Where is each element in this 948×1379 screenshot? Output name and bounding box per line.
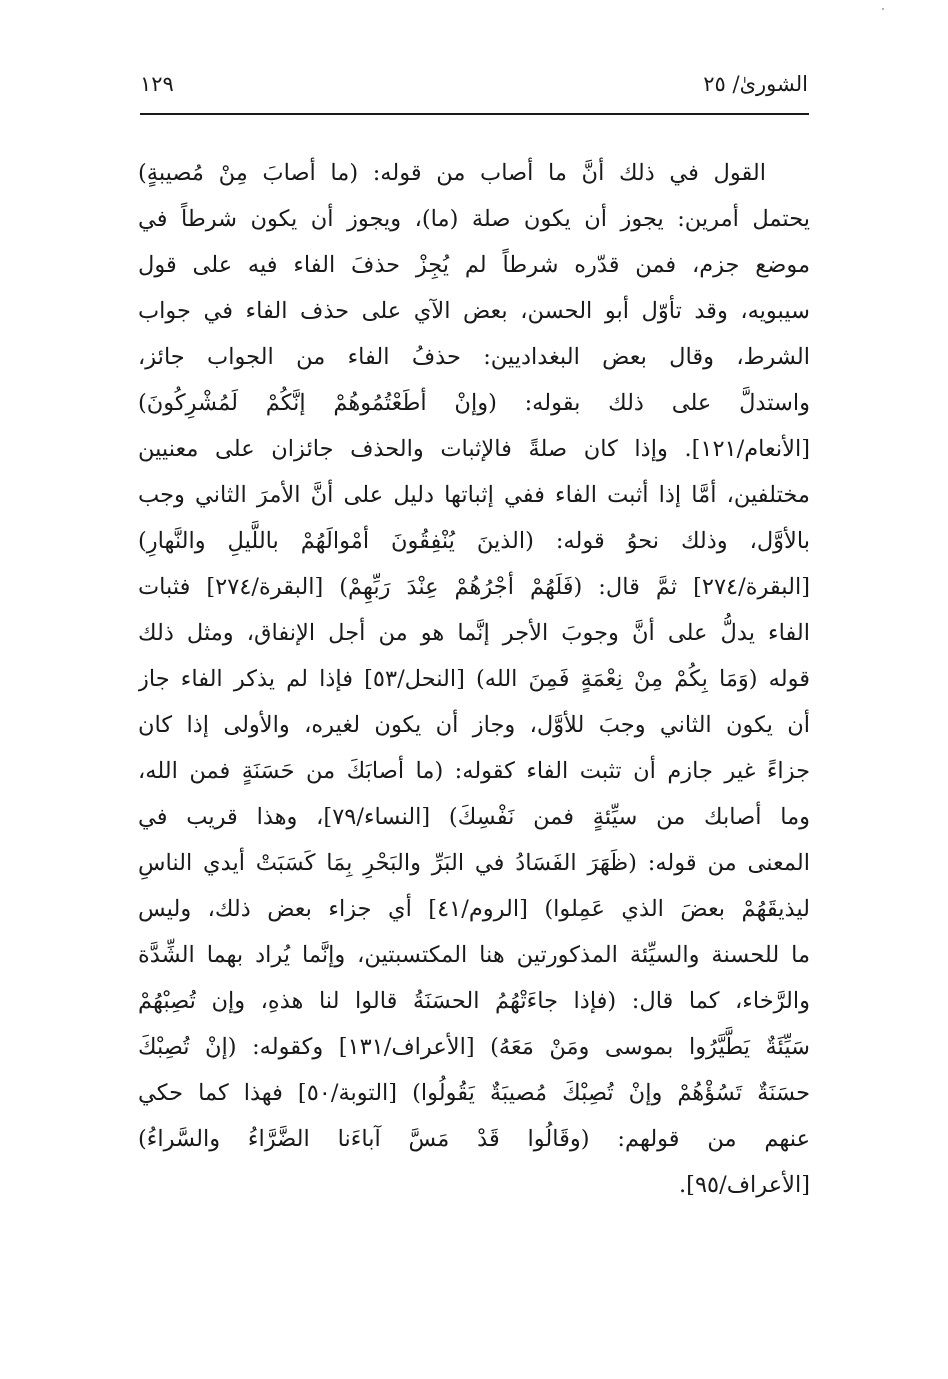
scan-speck [882,8,884,10]
text-line: جزاءً غير جازم أن تثبت الفاء كقوله: (ما أصابَكَ من حَسَنَةٍ فمن الله، [138,758,810,784]
text-line: [الأعراف/٩٥]. [679,1172,810,1198]
text-line: بالأوَّل، وذلك نحوُ قوله: (الذينَ يُنْفِقُونَ أمْوالَهُمْ باللَّيلِ والنَّهارِ) [138,528,810,554]
text-line: وما أصابك من سيِّئةٍ فمن نَفْسِكَ) [النساء/٧٩]، وهذا قريب في [138,804,810,830]
text-line: سيبويه، وقد تأوّل أبو الحسن، بعض الآي على حذف الفاء في جواب [138,298,810,324]
page-number: ١٢٩ [140,72,174,96]
text-line: ما للحسنة والسيِّئة المذكورتين هنا المكتسبتين، وإنَّما يُراد بهما الشِّدَّة [138,942,810,968]
text-line: واستدلَّ على ذلك بقوله: (وإنْ أطَعْتُمُوهُمْ إنَّكُمْ لَمُشْرِكُونَ) [138,390,810,416]
text-line: حسَنَةٌ تَسُؤْهُمْ وإنْ تُصِبْكَ مُصيبَةٌ يَقُولُوا) [التوبة/٥٠] فهذا كما حكي [138,1080,810,1106]
text-line: يحتمل أمرين: يجوز أن يكون صلة (ما)، ويجوز أن يكون شرطاً في [138,206,810,232]
text-line: ليذيقَهُمْ بعضَ الذي عَمِلوا) [الروم/٤١] أي جزاء بعض ذلك، وليس [138,896,810,922]
text-line: والرَّخاء، كما قال: (فإذا جاءَتْهُمُ الحسَنَةُ قالوا لنا هذهِ، وإن تُصِبْهُمْ [138,988,810,1014]
text-line: الشرط، وقال بعض البغداديين: حذفُ الفاء من الجواب جائز، [138,344,810,370]
text-line: قوله (وَمَا بِكُمْ مِنْ نِعْمَةٍ فَمِنَ الله) [النحل/٥٣] فإذا لم يذكر الفاء جاز [138,666,810,692]
body-text [138,150,810,1208]
text-line: عنهم من قولهم: (وقَالُوا قَدْ مَسَّ آباءَنا الضَّرَّاءُ والسَّراءُ) [138,1126,810,1152]
page-header [140,62,808,118]
text-line: المعنى من قوله: (ظَهَرَ الفَسَادُ في البَرِّ والبَحْرِ بِمَا كَسَبَتْ أيدي الناسِ [138,850,810,876]
text-line: [الأنعام/١٢١]. وإذا كان صلةً فالإثبات والحذف جائزان على معنيين [138,436,810,462]
text-line: الفاء يدلُّ على أنَّ وجوبَ الأجر إنَّما هو من أجل الإنفاق، ومثل ذلك [138,620,810,646]
text-line: [البقرة/٢٧٤] ثمَّ قال: (فَلَهُمْ أجْرُهُمْ عِنْدَ رَبِّهِمْ) [البقرة/٢٧٤] فثبات [138,574,810,600]
text-line: أن يكون الثاني وجبَ للأوَّل، وجاز أن يكون لغيره، والأولى إذا كان [138,712,810,738]
text-line: سَيِّئَةٌ يَطَّيَّرُوا بموسى ومَنْ مَعَهُ) [الأعراف/١٣١] وكقوله: (إنْ تُصِبْكَ [138,1034,810,1060]
header-divider [140,113,809,115]
running-head-title: الشورىٰ/ ٢٥ [703,72,808,96]
text-line: موضع جزم، فمن قدّره شرطاً لم يُجِزْ حذفَ الفاء فيه على قول [138,252,810,278]
text-line: مختلفين، أمَّا إذا أثبت الفاء ففي إثباتها دليل على أنَّ الأمرَ الثاني وجب [138,482,810,508]
text-line: القول في ذلك أنَّ ما أصاب من قوله: (ما أصابَ مِنْ مُصيبةٍ) [138,160,766,186]
